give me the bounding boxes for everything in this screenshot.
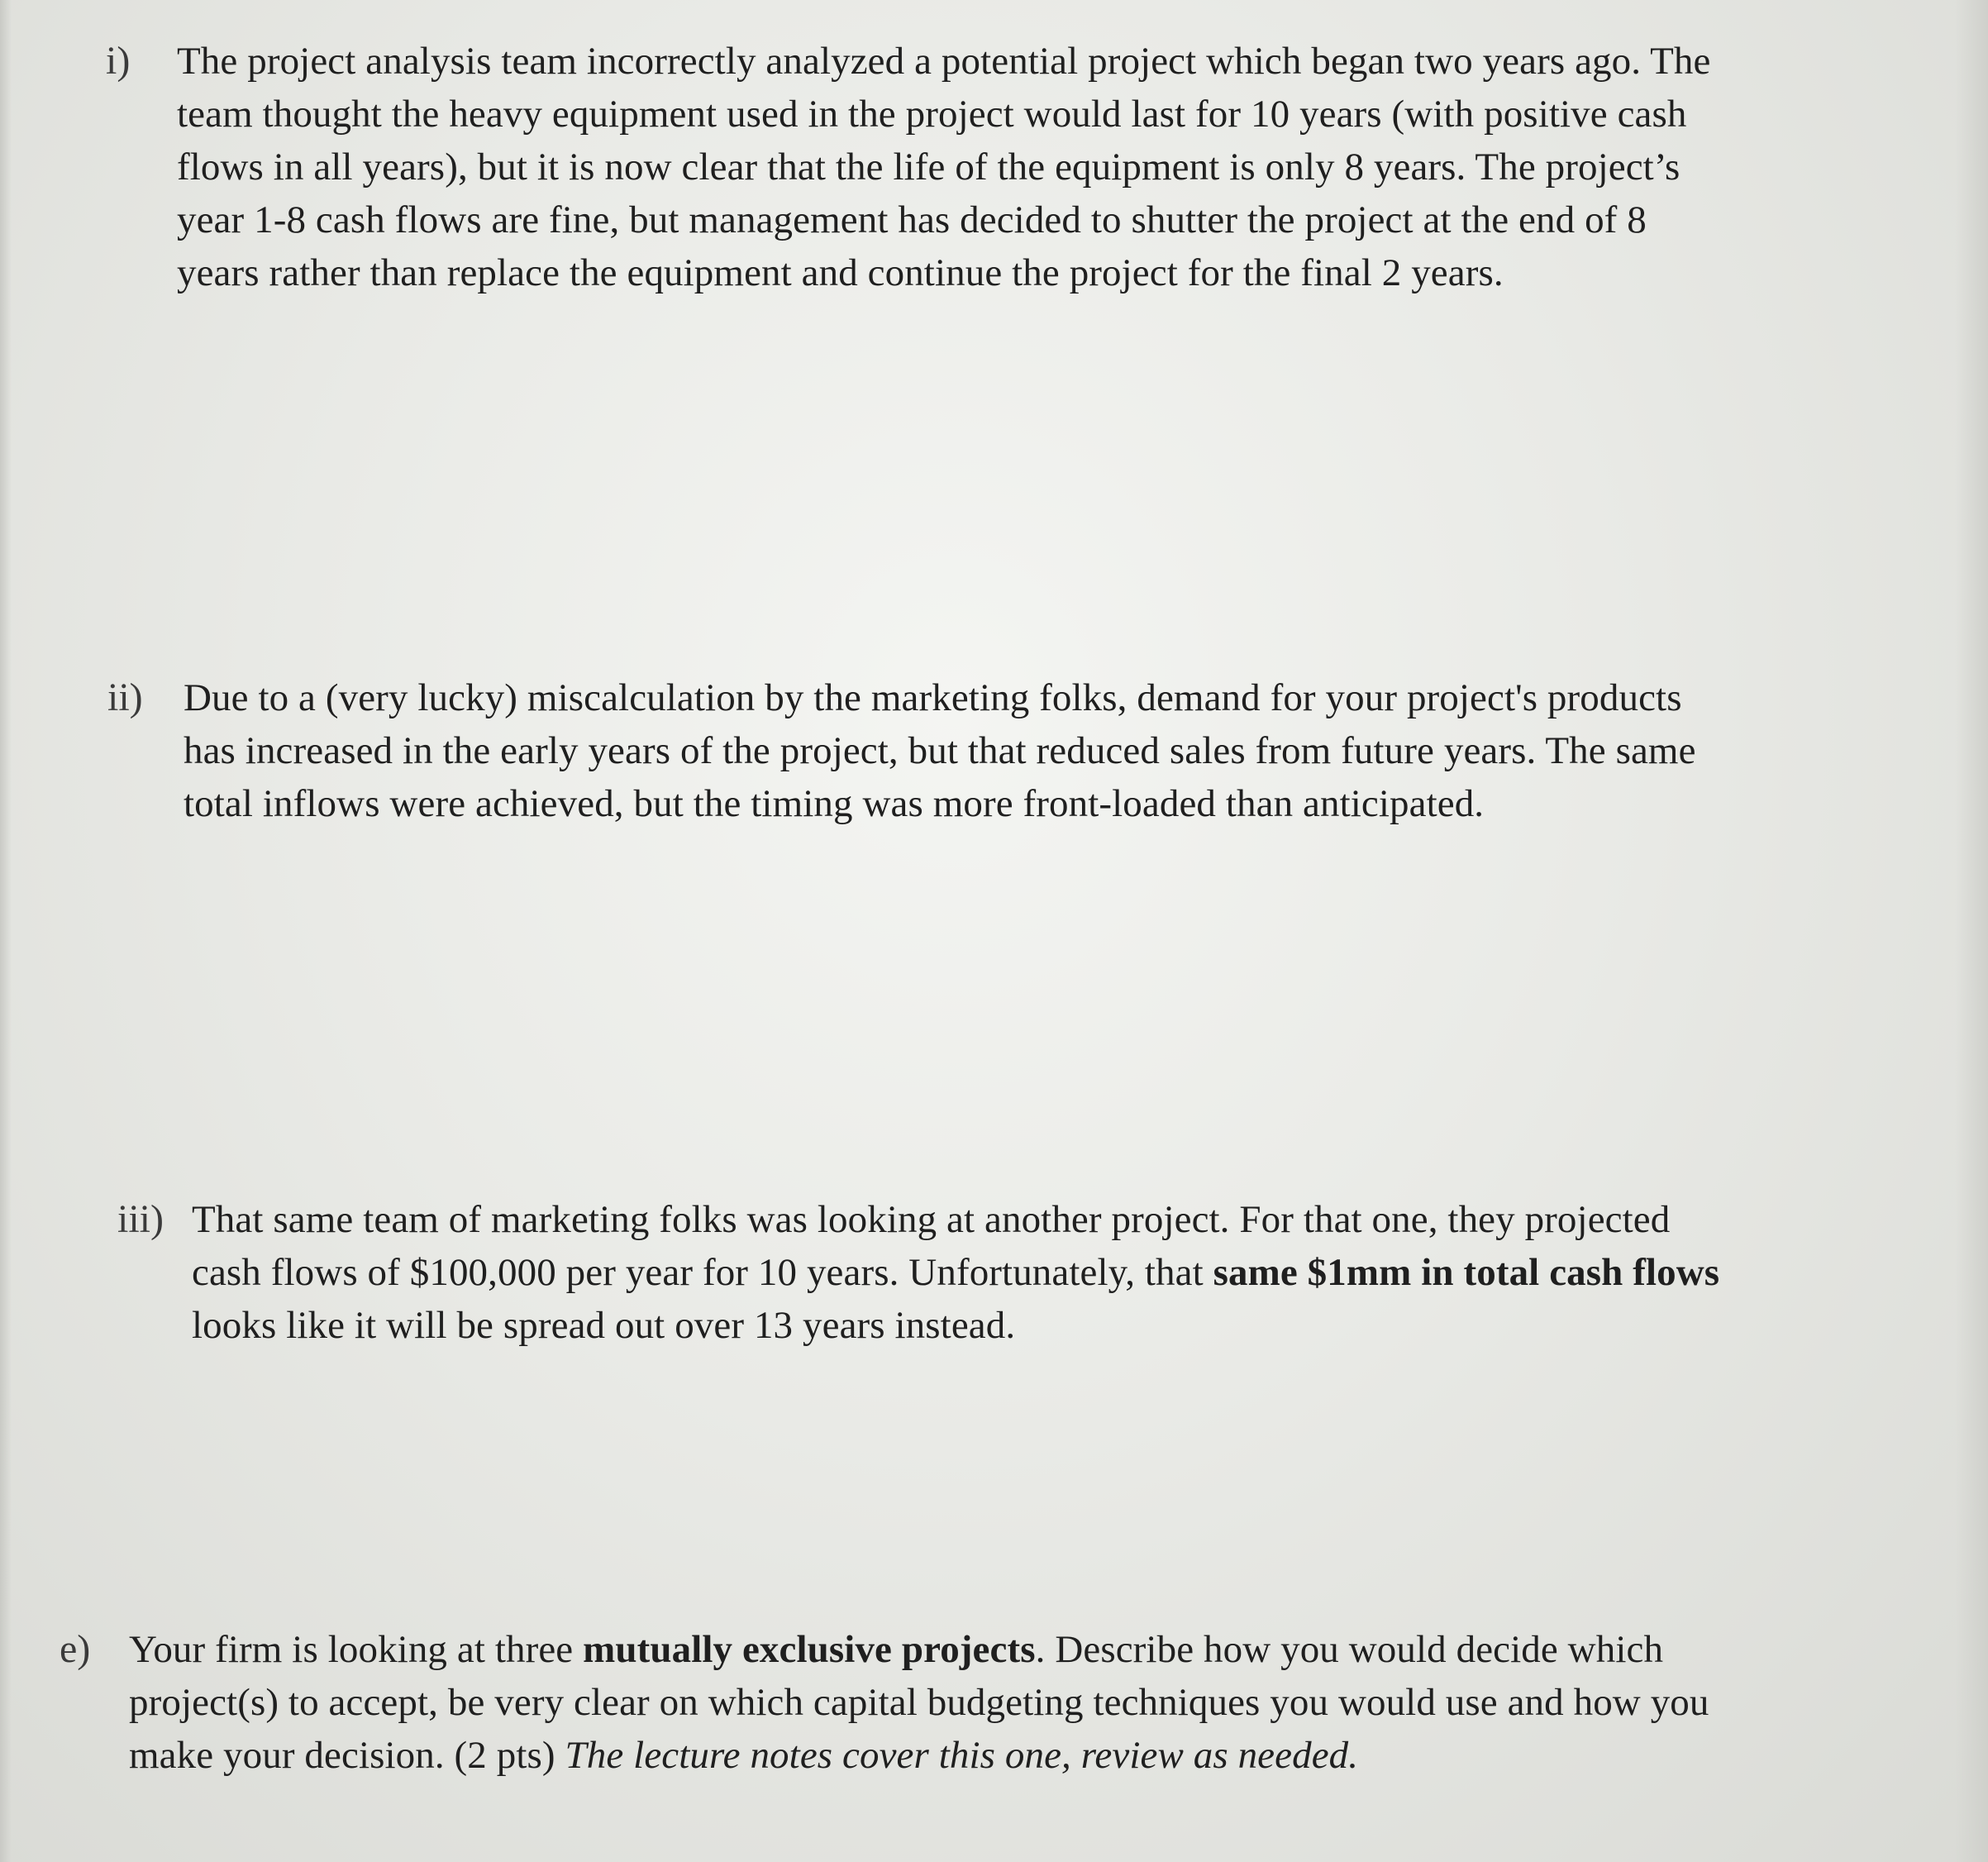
text-line: year 1-8 cash flows are fine, but management has decided to shutter the project at the end of 8	[177, 198, 1647, 241]
bold-emphasis: mutually exclusive projects	[583, 1628, 1036, 1671]
text-line: total inflows were achieved, but the timing was more front-loaded than anticipated.	[184, 782, 1485, 825]
text-run: . Describe how you would decide which	[1035, 1628, 1664, 1671]
text-run: Your firm is looking at three	[129, 1628, 584, 1671]
item-text	[177, 35, 1710, 299]
text-run: cash flows of $100,000 per year for 10 years. Unfortunately, that	[192, 1251, 1213, 1294]
item-marker: iii)	[117, 1197, 164, 1241]
item-marker: e)	[60, 1627, 91, 1671]
page-shadow-left	[0, 0, 12, 1862]
text-line: years rather than replace the equipment and continue the project for the final 2 years.	[177, 251, 1504, 294]
item-text	[129, 1623, 1709, 1782]
text-line: Due to a (very lucky) miscalculation by the marketing folks, demand for your project's products	[184, 676, 1682, 719]
text-line	[192, 1246, 1719, 1299]
italic-note: The lecture notes cover this one, review as needed.	[565, 1734, 1359, 1777]
text-line: has increased in the early years of the project, but that reduced sales from future years. The same	[184, 729, 1696, 772]
text-line: team thought the heavy equipment used in the project would last for 10 years (with positive cash	[177, 93, 1687, 136]
text-line	[129, 1729, 1709, 1782]
text-line	[129, 1623, 1709, 1676]
text-line: The project analysis team incorrectly analyzed a potential project which began two years ago. The	[177, 40, 1711, 83]
text-line: project(s) to accept, be very clear on which capital budgeting techniques you would use and how you	[129, 1681, 1709, 1724]
text-line: flows in all years), but it is now clear that the life of the equipment is only 8 years. The project’s	[177, 146, 1681, 189]
item-text	[192, 1193, 1719, 1352]
item-text	[184, 671, 1696, 830]
page-shadow-right	[1955, 0, 1988, 1862]
text-line: looks like it will be spread out over 13 years instead.	[192, 1304, 1016, 1347]
text-run: make your decision. (2 pts)	[129, 1734, 565, 1777]
bold-emphasis: same $1mm in total cash flows	[1213, 1251, 1720, 1294]
item-marker: ii)	[107, 676, 143, 719]
text-line: That same team of marketing folks was looking at another project. For that one, they projected	[192, 1198, 1671, 1241]
item-marker: i)	[106, 39, 131, 83]
